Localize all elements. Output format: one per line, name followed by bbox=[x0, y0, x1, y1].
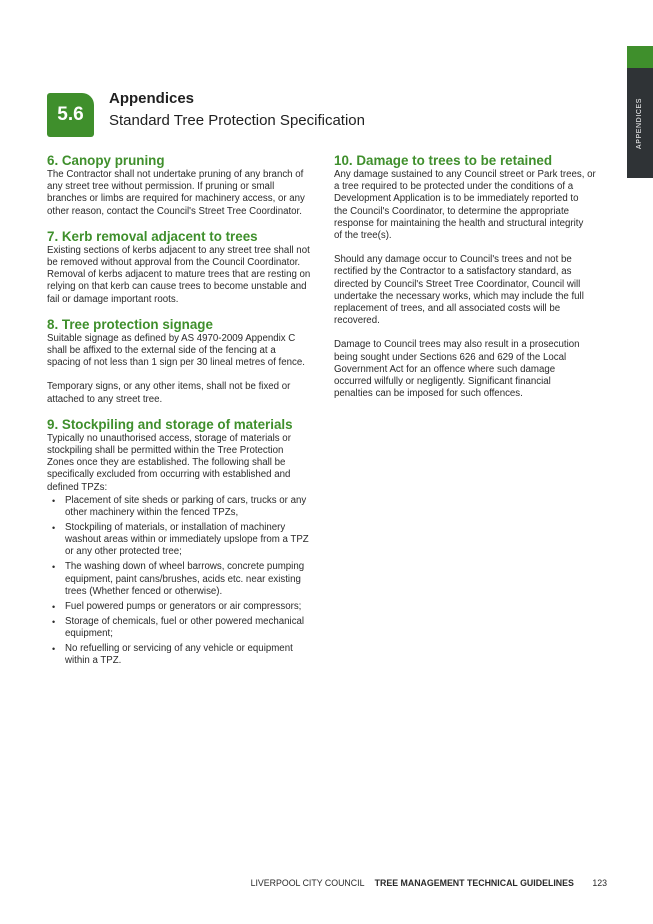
bullet-icon: • bbox=[52, 523, 56, 534]
text-line: any street tree without permission. If pruning or small bbox=[47, 181, 275, 193]
text-line: Government Act for an offence where such damage bbox=[334, 363, 556, 375]
text-line: Development Application is to be immediately reported to bbox=[334, 193, 579, 205]
page-number: 123 bbox=[592, 878, 607, 888]
text-line: trees (Whether fenced or otherwise). bbox=[65, 585, 223, 597]
bullet-icon: • bbox=[52, 601, 56, 612]
text-line: Damage to Council trees may also result in a prosecution bbox=[334, 339, 580, 351]
text-line: Placement of site sheds or parking of cars, trucks or any bbox=[65, 494, 307, 506]
section-damage-to-trees bbox=[334, 152, 614, 400]
text-line: spacing of not less than 1 sign per 30 lineal metres of fence. bbox=[47, 357, 305, 369]
text-line: Any damage sustained to any Council street or Park trees, or bbox=[334, 169, 596, 180]
text-line: within a TPZ. bbox=[65, 655, 122, 667]
text-line: Typically no unauthorised access, storage of materials or bbox=[47, 432, 291, 444]
page-subtitle: Standard Tree Protection Specification bbox=[109, 112, 365, 129]
exclusions-list bbox=[47, 495, 322, 668]
list-item bbox=[52, 561, 322, 598]
text-line: Temporary signs, or any other items, shall not be fixed or bbox=[47, 381, 291, 393]
section-body bbox=[334, 254, 614, 327]
side-tab-accent bbox=[627, 46, 653, 68]
text-line: of the tree(s). bbox=[334, 230, 392, 242]
footer-document-title: TREE MANAGEMENT TECHNICAL GUIDELINES bbox=[374, 878, 574, 888]
section-heading: 7. Kerb removal adjacent to trees bbox=[47, 228, 258, 244]
text-line: recovered. bbox=[334, 315, 380, 327]
side-tab-label bbox=[627, 68, 653, 178]
bullet-icon: • bbox=[52, 616, 56, 627]
section-number-badge: 5.6 bbox=[47, 93, 94, 137]
text-line: fail or damage important roots. bbox=[47, 293, 179, 305]
text-line: other machinery within the fenced TPZs, bbox=[65, 507, 239, 519]
text-line: directed by Council's Street Tree Coordinator, Council will bbox=[334, 278, 581, 290]
text-line: occurred wilfully or negligently. Significant financial bbox=[334, 376, 551, 388]
text-line: equipment, paint cans/brushes, acids etc. near existing bbox=[65, 573, 301, 585]
text-line: The washing down of wheel barrows, concrete pumping bbox=[65, 561, 305, 573]
bullet-icon: • bbox=[52, 562, 56, 573]
section-body bbox=[47, 433, 322, 494]
text-line: specifically excluded from occurring with established and bbox=[47, 469, 291, 481]
section-heading: 10. Damage to trees to be retained bbox=[334, 153, 553, 168]
text-line: the Council's Coordinator, to determine the appropriate bbox=[334, 205, 570, 217]
page-footer bbox=[251, 878, 607, 888]
text-line: other reason, contact the Council's Street Tree Coordinator. bbox=[47, 205, 302, 217]
section-stockpiling bbox=[47, 416, 322, 668]
text-line: undertake the necessary works, which may include the full bbox=[334, 290, 584, 302]
list-item bbox=[52, 494, 322, 519]
text-line: branches or limbs are required for machinery access, or any bbox=[47, 193, 305, 205]
page-title: Appendices bbox=[109, 90, 195, 107]
section-body bbox=[47, 333, 322, 370]
text-line: relying on that kerb can cause trees to become unstable and bbox=[47, 281, 307, 293]
text-line: Storage of chemicals, fuel or other powered mechanical bbox=[65, 615, 305, 627]
bullet-icon: • bbox=[52, 644, 56, 655]
section-canopy-pruning bbox=[47, 152, 322, 218]
section-kerb-removal bbox=[47, 228, 322, 306]
section-heading: 9. Stockpiling and storage of materials bbox=[47, 416, 293, 432]
text-line: No refuelling or servicing of any vehicle or equipment bbox=[65, 643, 293, 655]
side-tab-text: APPENDICES bbox=[636, 97, 644, 149]
text-line: be removed without approval from the Council Coordinator. bbox=[47, 257, 301, 269]
bullet-icon: • bbox=[52, 495, 56, 506]
text-line: shall be affixed to the external side of the fencing at a bbox=[47, 345, 276, 357]
text-line: Zones once they are established. The following shall be bbox=[47, 457, 286, 469]
text-line: equipment; bbox=[65, 628, 113, 640]
text-line: rectified by the Contractor to a satisfactory standard, as bbox=[334, 266, 572, 278]
text-line: replacement of trees, and all associated costs will be bbox=[334, 303, 561, 315]
text-line: defined TPZs: bbox=[47, 481, 108, 493]
text-line: The Contractor shall not undertake pruning of any branch of bbox=[47, 169, 304, 180]
left-column bbox=[47, 152, 322, 677]
text-line: Fuel powered pumps or generators or air compressors; bbox=[65, 600, 302, 612]
list-item bbox=[52, 522, 322, 559]
text-line: attached to any street tree. bbox=[47, 393, 163, 405]
section-body bbox=[47, 245, 322, 306]
section-body bbox=[47, 381, 322, 405]
section-body bbox=[334, 169, 614, 242]
section-heading: 8. Tree protection signage bbox=[47, 316, 213, 332]
list-item bbox=[52, 615, 322, 640]
text-line: Removal of kerbs adjacent to mature trees that are resting on bbox=[47, 269, 311, 281]
text-line: stockpiling shall be permitted within the Tree Protection bbox=[47, 445, 284, 457]
section-heading: 6. Canopy pruning bbox=[47, 153, 165, 168]
section-body bbox=[47, 169, 322, 218]
text-line: penalties can be imposed for such offences. bbox=[334, 388, 523, 400]
section-tree-protection-signage bbox=[47, 316, 322, 406]
text-line: washout areas within or immediately upslope from a TPZ bbox=[65, 534, 309, 546]
text-line: Stockpiling of materials, or installation of machinery bbox=[65, 522, 286, 534]
text-line: response for maintaining the health and structural integrity bbox=[334, 217, 584, 229]
text-line: Should any damage occur to Council's trees and not be bbox=[334, 254, 572, 266]
right-column bbox=[334, 152, 614, 410]
text-line: a tree required to be protected under the conditions of a bbox=[334, 181, 574, 193]
section-body bbox=[334, 339, 614, 400]
list-item bbox=[52, 643, 322, 667]
text-line: Suitable signage as defined by AS 4970-2009 Appendix C bbox=[47, 332, 296, 344]
list-item bbox=[52, 600, 322, 613]
text-line: Existing sections of kerbs adjacent to any street tree shall not bbox=[47, 244, 310, 256]
text-line: or any other protected tree; bbox=[65, 546, 182, 558]
text-line: being sought under Sections 626 and 629 of the Local bbox=[334, 351, 567, 363]
footer-organisation: LIVERPOOL CITY COUNCIL bbox=[250, 878, 365, 888]
